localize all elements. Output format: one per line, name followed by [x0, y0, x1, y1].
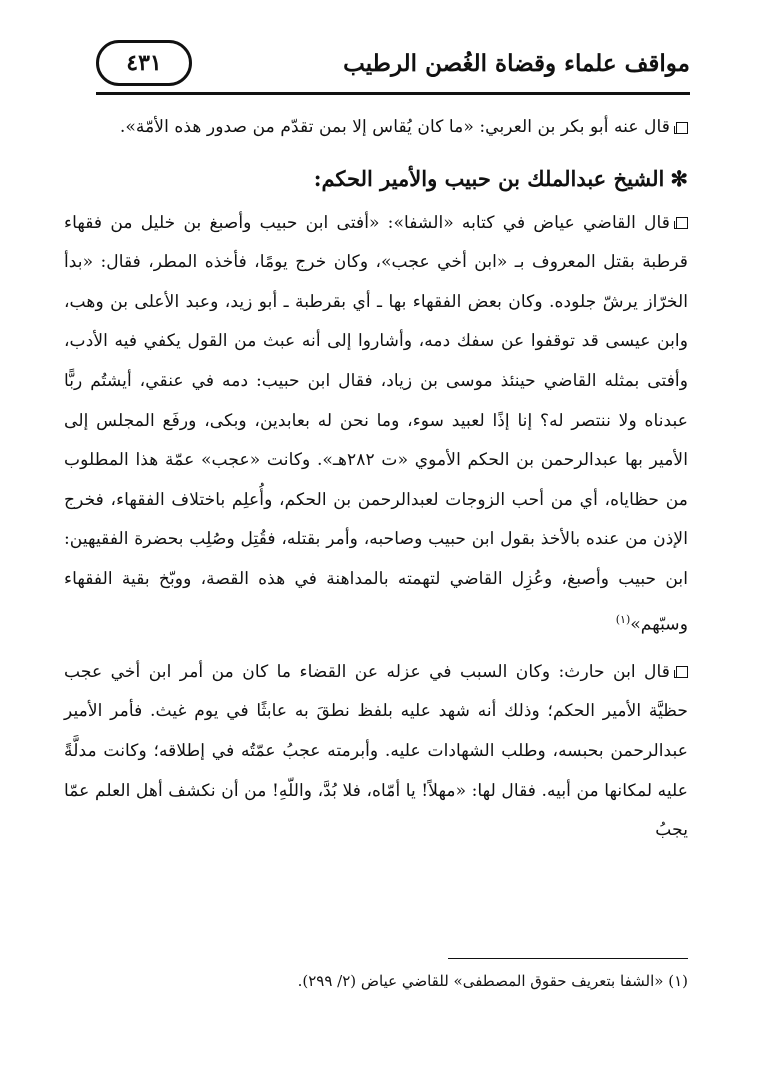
- running-title: مواقف علماء وقضاة الغُصن الرطيب: [343, 50, 690, 77]
- paragraph: قال عنه أبو بكر بن العربي: «ما كان يُقاس إلا بمن تقدّم من صدور هذه الأمّة».: [64, 108, 688, 148]
- section-heading: ✻الشيخ عبدالملك بن حبيب والأمير الحكم:: [313, 165, 688, 191]
- main-text: [64, 108, 688, 851]
- footnote: (١) «الشفا بتعريف حقوق المصطفى» للقاضي عياض (٢/ ٢٩٩).: [297, 972, 688, 990]
- footnote-divider: [448, 958, 688, 959]
- checkbox-bullet-icon: [676, 217, 688, 229]
- checkbox-bullet-icon: [676, 122, 688, 134]
- paragraph: قال القاضي عياض في كتابه «الشفا»: «أفتى ابن حبيب وأصبغ بن خليل من فقهاء قرطبة بقتل المعروف بـ «ابن أخي عجب»، وكان خرج يومًا، فأخذه المطر، فقال: «بدأ الخرّاز يرشّ جلوده. وكان بعض الفقهاء بها ـ أي بقرطبة ـ أبو زيد، وعبد الأعلى بن وهب، وابن عيسى قد توقفوا عن سفك دمه، وأشاروا إلى أنه عبث من القول يكفي فيه الأدب، وأفتى بمثله القاضي حينئذ موسى بن زياد، فقال ابن حبيب: دمه في عنقي، أيشتُم ربًّا عبدناه ولا ننتصر له؟ إنا إذًا لعبيد سوء، وما نحن له بعابدين، وبكى، ورفَع المجلس إلى الأمير بها عبدالرحمن بن الحكم الأموي «ت ٢٨٢هـ». وكانت «عجب» عمّة هذا المطلوب من حظاياه، أي من أحب الزوجات لعبدالرحمن بن الحكم، وأُعلِم باختلاف الفقهاء، فخرج الإذن من عنده بالأخذ بقول ابن حبيب وصاحبه، وأمر بقتله، فقُتِل وصُلِب بحضرة الفقيهين: ابن حبيب وأصبغ، وعُزِل القاضي لتهمته بالمداهنة في هذه القصة، ووبّخ بقية الفقهاء وسبّهم»$^{(١)}$: [64, 212, 688, 635]
- asterisk-icon: ✻: [670, 165, 688, 191]
- checkbox-bullet-icon: [676, 666, 688, 678]
- paragraph: قال ابن حارث: وكان السبب في عزله عن القضاء ما كان من أمر ابن أخي عجب حظيَّة الأمير الحكم؛ وذلك أنه شهد عليه بلفظ نطقَ به عابثًا في يوم غيث. فأمر الأمير عبدالرحمن بحبسه، وطلب الشهادات عليه. وأبرمته عجبُ عمّتُه في إطلاقه؛ وكانت مدلَّةً عليه لمكانها من أبيه. فقال لها: «مهلاً! يا أمّاه، فلا بُدَّ، واللّهِ! من أن نكشف أهل العلم عمّا يجبُ: [64, 661, 688, 841]
- footnote-reference: (١): [615, 612, 631, 626]
- page-number: ٤٣١: [96, 40, 192, 86]
- header-divider: [96, 92, 690, 95]
- page-header: [96, 38, 690, 100]
